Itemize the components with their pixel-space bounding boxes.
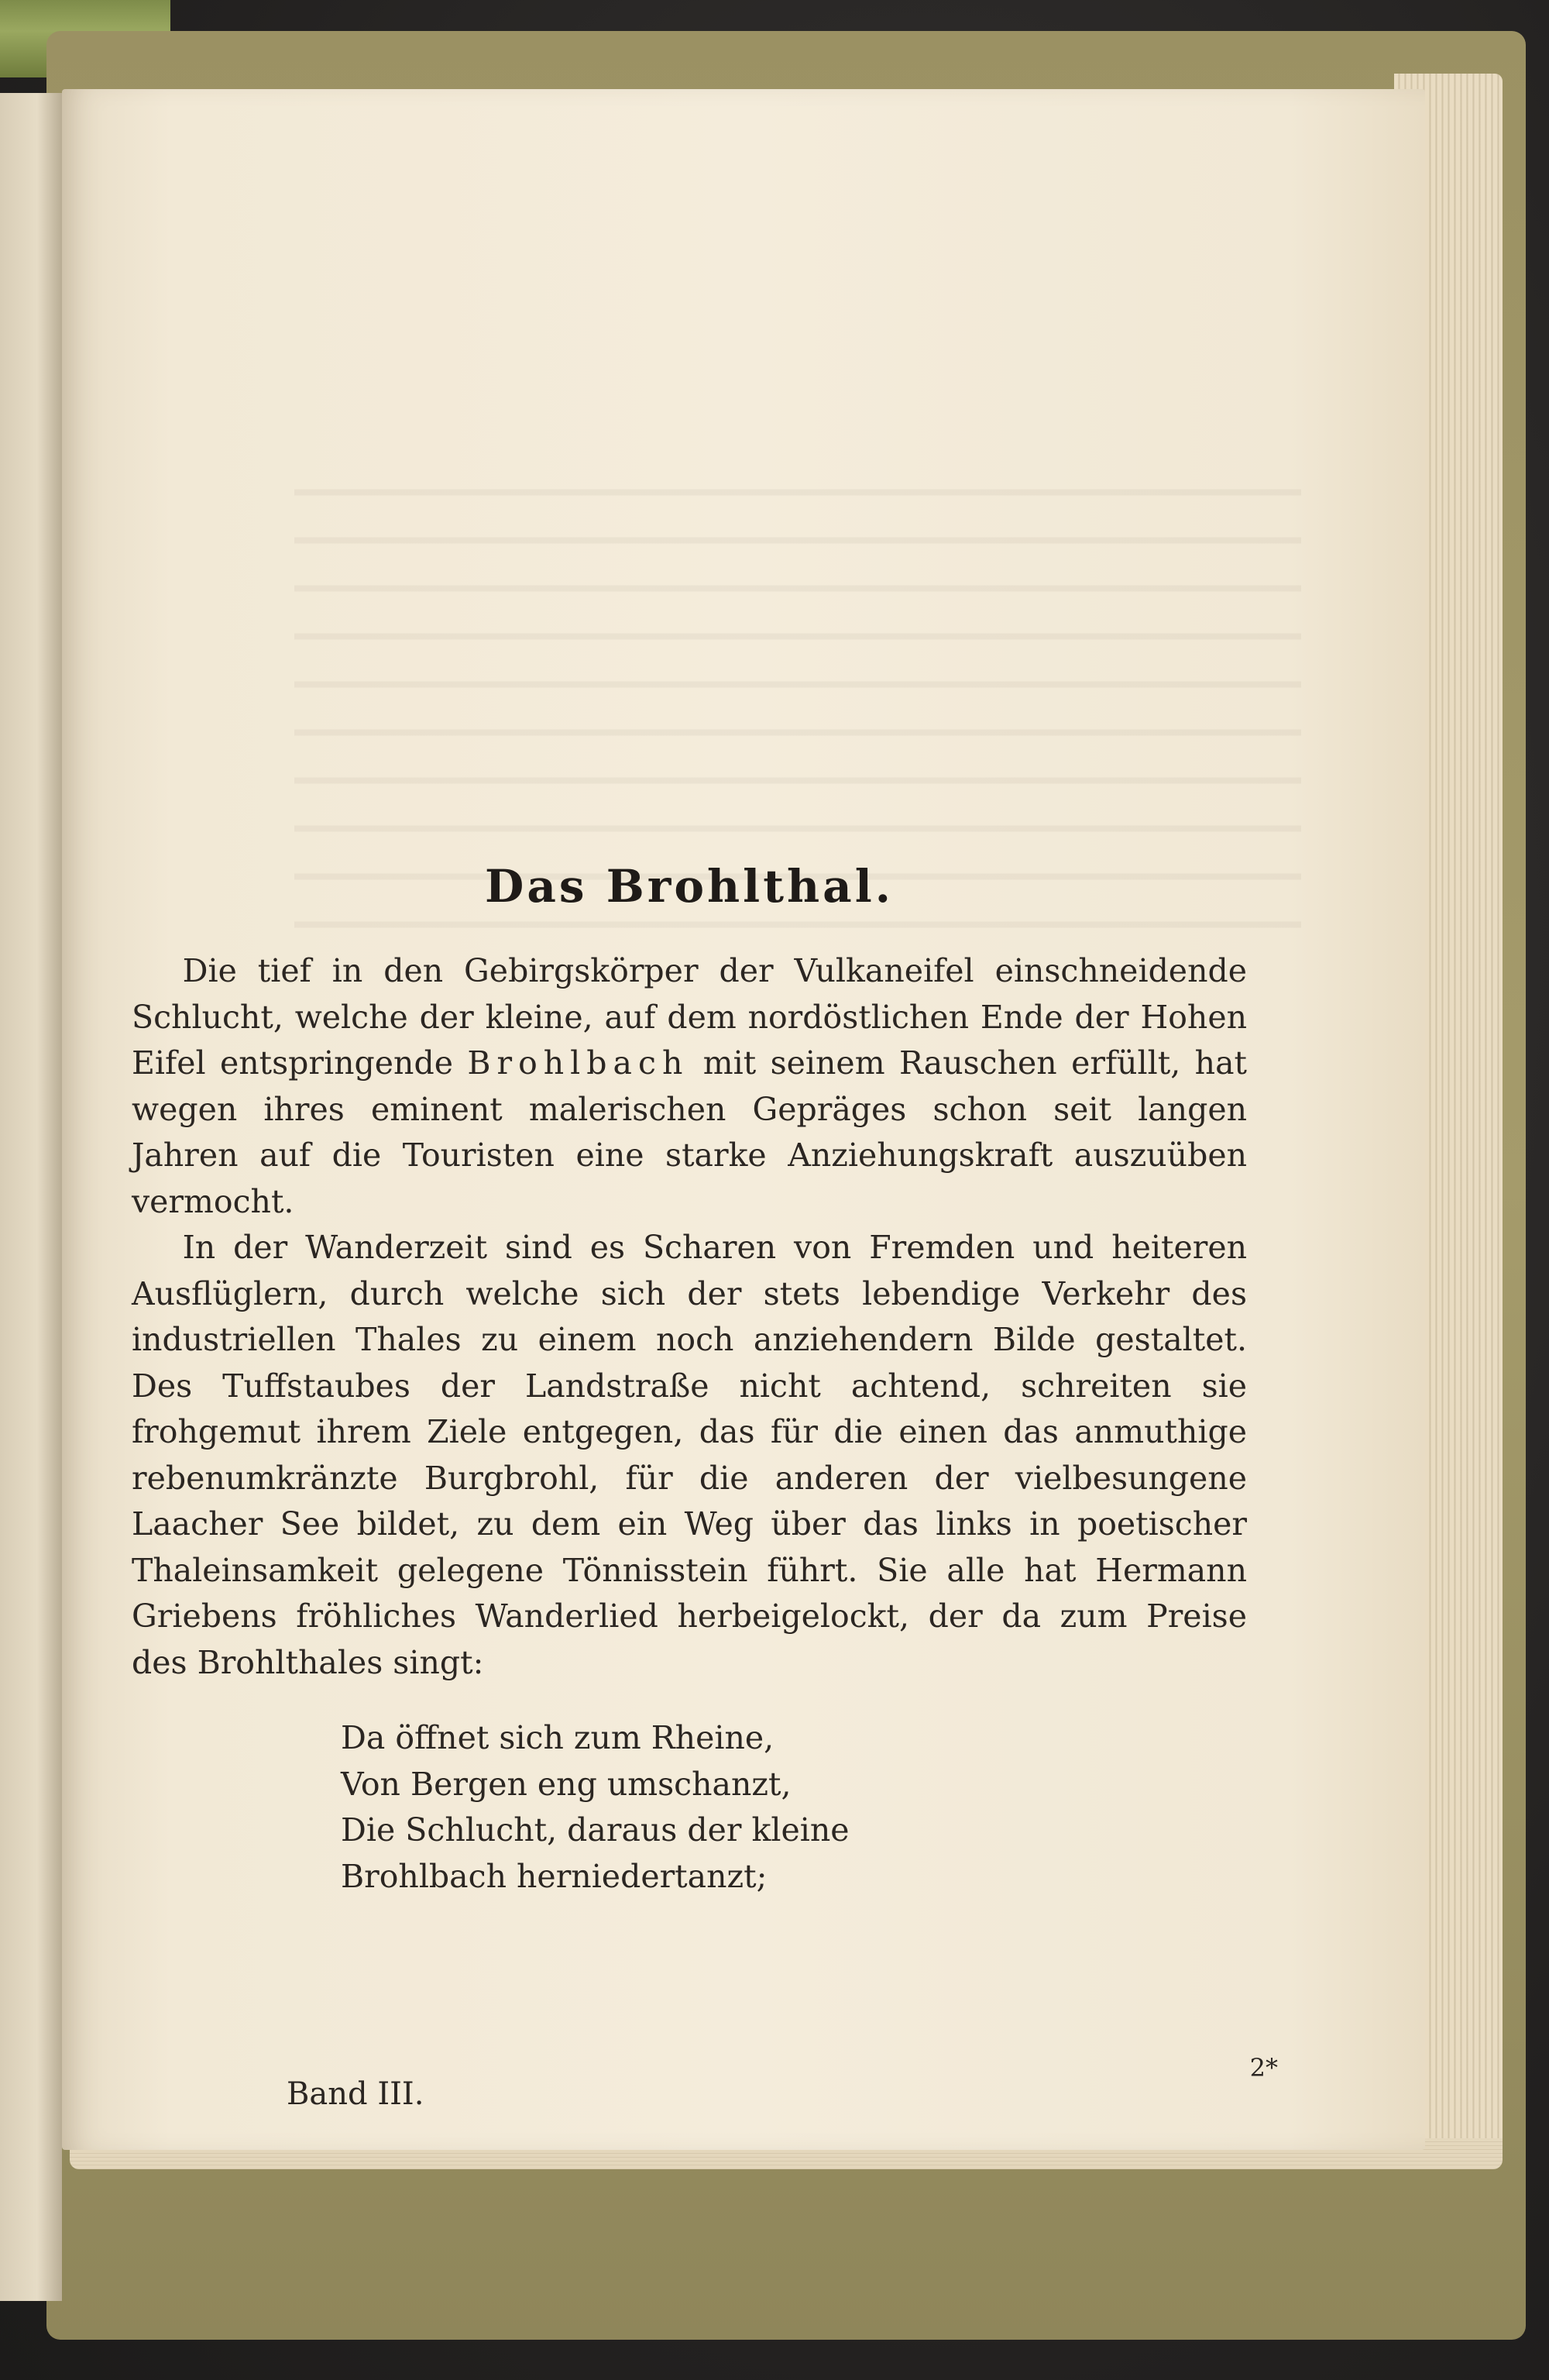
paragraph-1-spaced-word: Brohlbach xyxy=(467,1044,689,1082)
paragraph-2: In der Wanderzeit sind es Scharen von Fremden und heiteren Ausflüglern, durch welche sich der stets lebendige Verkehr des industriellen Thales zu einem noch anziehendern Bilde gestaltet. Des Tuffstaubes der Landstraße nicht achtend, schreiten sie frohgemut ihrem Ziele entgegen, das für die einen das anmuthige rebenumkränzte Burgbrohl, für die anderen der vielbesungene Laacher See bildet, zu dem ein Weg über das links in poetischer Thaleinsamkeit gelegene Tönnisstein führt. Sie alle hat Hermann Griebens fröhliches Wanderlied herbeigelockt, der da zum Preise des Brohlthales singt: xyxy=(132,1229,1247,1681)
paragraph-1-text-a: Die tief in den Gebirgskörper der Vulkaneifel einschneidende Schlucht, welche der kleine, auf dem nordöstlichen Ende der Hohen Eifel entspringende xyxy=(132,952,1247,1082)
verse-line: Brohlbach herniedertanzt; xyxy=(341,1857,768,1895)
signature-mark: 2* xyxy=(1249,2053,1278,2082)
volume-label: Band III. xyxy=(287,2076,424,2112)
verse-line: Die Schlucht, daraus der kleine xyxy=(341,1811,850,1849)
paragraph-1 xyxy=(132,948,1247,1225)
verse-line: Von Bergen eng umschanzt, xyxy=(341,1765,792,1803)
verse-line: Da öffnet sich zum Rheine, xyxy=(341,1719,774,1756)
left-page-edge xyxy=(0,93,62,2301)
poem-verse xyxy=(341,1715,1247,1900)
chapter-title: Das Brohlthal. xyxy=(485,860,894,913)
paragraph-1-text-b: mit seinem Rauschen erfüllt, hat wegen ihres eminent malerischen Gepräges schon seit langen Jahren auf die Touristen eine starke Anziehungskraft auszuüben vermocht. xyxy=(132,1044,1247,1220)
page-content xyxy=(132,860,1247,1900)
